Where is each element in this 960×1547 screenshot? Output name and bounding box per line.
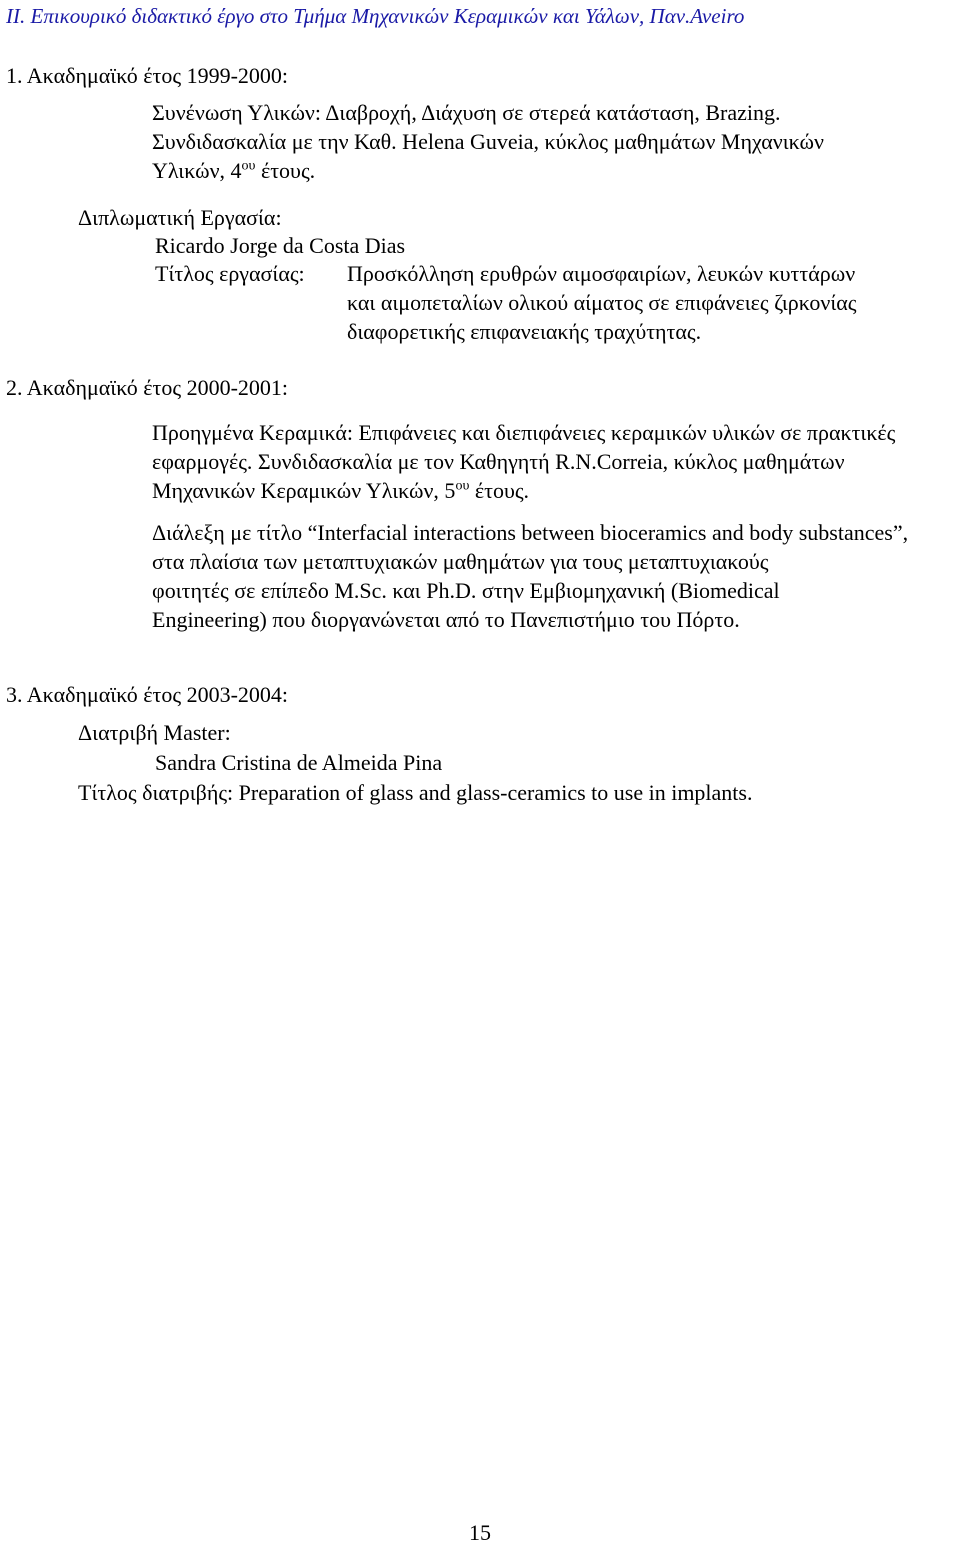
course-line-text: Υλικών, 4 [152,158,242,183]
section-title-2003-2004: 3. Ακαδημαϊκό έτος 2003-2004: [6,682,289,707]
section-title-2000-2001: 2. Ακαδημαϊκό έτος 2000-2001: [6,375,289,400]
lecture-line: Διάλεξη με τίτλο “Interfacial interactions between bioceramics and body substances”, [152,520,909,545]
thesis-title-label: Τίτλος διατριβής: [78,780,234,805]
thesis-student: Ricardo Jorge da Costa Dias [155,233,406,258]
thesis-label: Διατριβή Master: [78,720,231,745]
lecture-line: στα πλαίσια των μεταπτυχιακών μαθημάτων για τους μεταπτυχιακούς [152,549,769,574]
course-line: Συνένωση Υλικών: Διαβροχή, Διάχυση σε στερεά κατάσταση, Brazing. [152,100,781,125]
course-line [152,476,529,505]
thesis-title-row [78,778,752,807]
thesis-title-line: διαφορετικής επιφανειακής τραχύτητας. [347,319,702,344]
lecture-line: Engineering) που διοργανώνεται από το Πανεπιστήμιο του Πόρτο. [152,607,740,632]
course-line-text: Μηχανικών Κεραμικών Υλικών, 5 [152,478,456,503]
course-line-text: έτους. [255,158,316,183]
course-line: εφαρμογές. Συνδιδασκαλία με τον Καθηγητή R.N.Correia, κύκλος μαθημάτων [152,449,845,474]
thesis-student: Sandra Cristina de Almeida Pina [155,750,443,775]
section-title-1999-2000: 1. Ακαδημαϊκό έτος 1999-2000: [6,63,289,88]
course-line: Συνδιδασκαλία με την Καθ. Helena Guveia, κύκλος μαθημάτων Μηχανικών [152,129,824,154]
page-heading: II. Επικουρικό διδακτικό έργο στο Τμήμα Μηχανικών Κεραμικών και Υάλων, Παν.Aveiro [6,4,745,28]
thesis-title-line: Προσκόλληση ερυθρών αιμοσφαιρίων, λευκών κυττάρων [347,261,856,286]
thesis-label: Διπλωματική Εργασία: [78,205,282,230]
ordinal-suffix: ου [241,158,256,174]
course-line [152,156,315,185]
thesis-title-label: Τίτλος εργασίας: [155,261,305,286]
page-number: 15 [469,1520,491,1545]
course-line: Προηγμένα Κεραμικά: Επιφάνειες και διεπιφάνειες κεραμικών υλικών σε πρακτικές [152,420,896,445]
course-line-text: έτους. [469,478,530,503]
thesis-title: Preparation of glass and glass-ceramics to use in implants. [233,780,753,805]
thesis-title-line: και αιμοπεταλίων ολικού αίματος σε επιφάνειες ζιρκονίας [347,290,857,315]
ordinal-suffix: ου [455,478,470,494]
lecture-line: φοιτητές σε επίπεδο M.Sc. και Ph.D. στην Εμβιομηχανική (Biomedical [152,578,780,603]
